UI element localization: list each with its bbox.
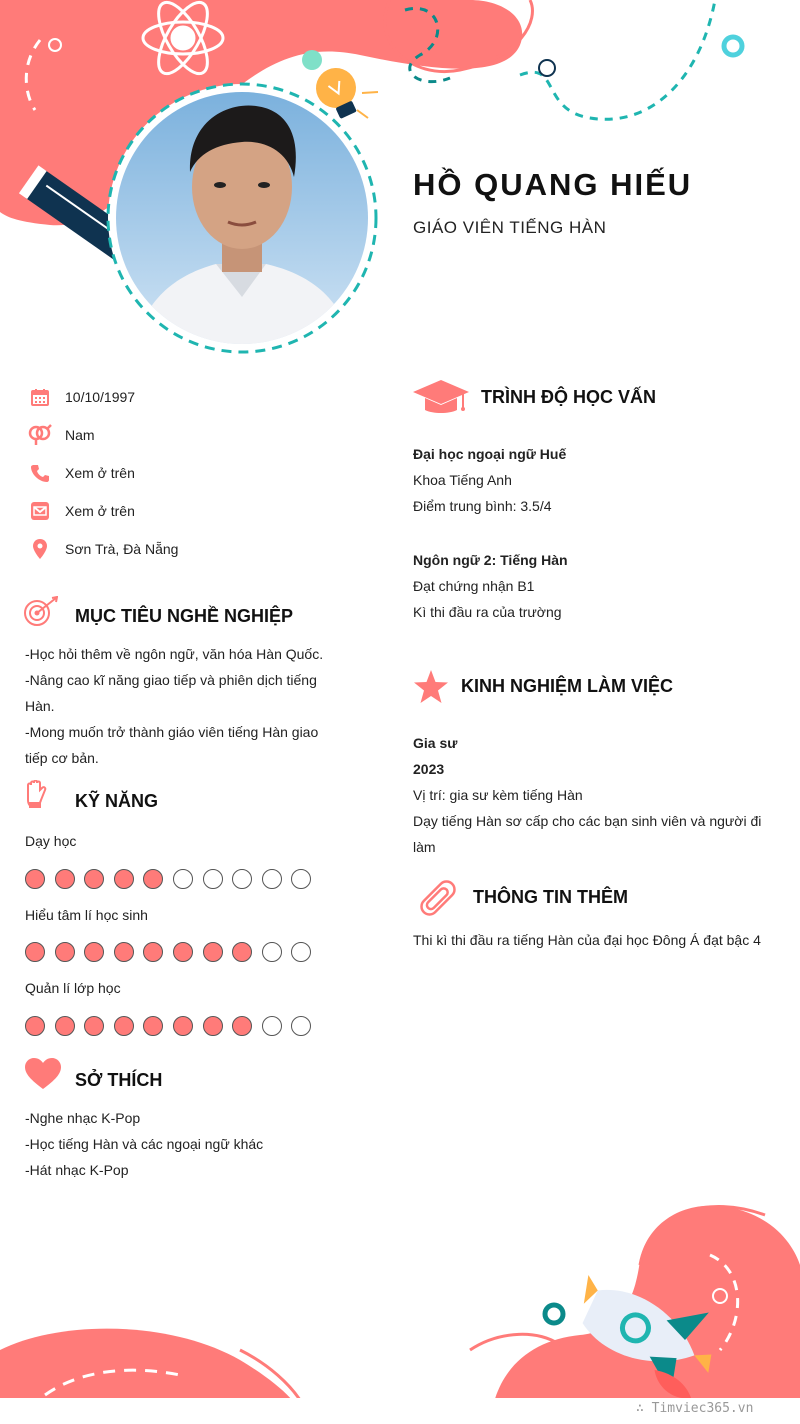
heart-icon [25, 1058, 61, 1095]
rating-dot-empty [173, 869, 193, 889]
hobbies-title: SỞ THÍCH [75, 1070, 163, 1090]
school-name: Đại học ngoại ngữ Huế [413, 446, 567, 462]
phone-text: Xem ở trên [65, 465, 135, 481]
rating-dot-empty [262, 869, 282, 889]
watermark: ∴ Timviec365.vn [636, 1401, 754, 1416]
email-text: Xem ở trên [65, 503, 135, 519]
rating-dot-filled [203, 1016, 223, 1036]
hobby-line: -Nghe nhạc K-Pop [25, 1110, 141, 1126]
rating-dot-filled [143, 1016, 163, 1036]
skills-title: KỸ NĂNG [75, 791, 159, 811]
objective-line: -Nâng cao kĩ năng giao tiếp và phiên dịch tiếng [25, 672, 317, 688]
education-entry [413, 547, 568, 625]
rating-dot-filled [232, 1016, 252, 1036]
star-icon [413, 670, 449, 709]
email-icon [28, 499, 52, 523]
rating-dot-filled [55, 869, 75, 889]
contact-phone [28, 461, 135, 485]
education-line: Kì thi đầu ra của trường [413, 604, 562, 620]
objective-line: -Học hỏi thêm về ngôn ngữ, văn hóa Hàn Quốc. [25, 646, 324, 662]
rating-dot-filled [143, 942, 163, 962]
experience-entry [413, 730, 761, 860]
rating-dot-empty [232, 869, 252, 889]
objective-line: Hàn. [25, 698, 55, 714]
rating-dot-filled [114, 869, 134, 889]
rating-dot-filled [25, 1016, 45, 1036]
address-text: Sơn Trà, Đà Nẵng [65, 541, 179, 557]
rating-dot-filled [114, 1016, 134, 1036]
rating-dot-empty [203, 869, 223, 889]
objective-line: -Mong muốn trở thành giáo viên tiếng Hàn giao [25, 724, 319, 740]
hobby-line: -Hát nhạc K-Pop [25, 1162, 129, 1178]
experience-year: 2023 [413, 761, 445, 777]
hobbies-text [25, 1105, 263, 1183]
rating-dot-filled [84, 869, 104, 889]
hobby-line: -Học tiếng Hàn và các ngoại ngữ khác [25, 1136, 264, 1152]
skill-label: Quản lí lớp học [25, 980, 121, 996]
rating-dot-empty [291, 869, 311, 889]
candidate-role: GIÁO VIÊN TIẾNG HÀN [413, 218, 607, 237]
rating-dot-empty [262, 942, 282, 962]
skill-label: Dạy học [25, 833, 77, 849]
rating-dot-filled [84, 1016, 104, 1036]
rating-dot-filled [203, 942, 223, 962]
skill-rating [25, 1016, 321, 1036]
rating-dot-filled [84, 942, 104, 962]
company-name: Gia sư [413, 735, 458, 751]
education-line: Điểm trung bình: 3.5/4 [413, 498, 552, 514]
rating-dot-filled [143, 869, 163, 889]
location-icon [28, 537, 52, 561]
contact-birthday [28, 385, 136, 409]
experience-line: làm [413, 839, 436, 855]
gender-text: Nam [65, 427, 95, 443]
rating-dot-filled [114, 942, 134, 962]
education-entry [413, 441, 566, 519]
extra-title: THÔNG TIN THÊM [473, 887, 628, 907]
candidate-name: HỒ QUANG HIẾU [413, 167, 693, 202]
extra-text: Thi kì thi đầu ra tiếng Hàn của đại học Đông Á đạt bậc 4 [413, 932, 761, 948]
gender-icon [28, 423, 52, 447]
skill-rating [25, 869, 321, 889]
rating-dot-filled [55, 942, 75, 962]
education-line: Khoa Tiếng Anh [413, 472, 512, 488]
skill-label: Hiểu tâm lí học sinh [25, 907, 148, 923]
skill-rating [25, 942, 321, 962]
rating-dot-filled [25, 869, 45, 889]
rating-dot-filled [173, 942, 193, 962]
school-name: Ngôn ngữ 2: Tiếng Hàn [413, 552, 568, 568]
target-icon [24, 596, 58, 633]
rating-dot-filled [173, 1016, 193, 1036]
phone-icon [28, 461, 52, 485]
calendar-icon [28, 385, 52, 409]
objective-line: tiếp cơ bản. [25, 750, 99, 766]
rating-dot-filled [232, 942, 252, 962]
experience-title: KINH NGHIỆM LÀM VIỆC [461, 676, 674, 696]
objective-title: MỤC TIÊU NGHỀ NGHIỆP [75, 606, 294, 626]
rating-dot-empty [291, 942, 311, 962]
contact-address [28, 537, 179, 561]
rating-dot-empty [291, 1016, 311, 1036]
objective-text [25, 641, 323, 771]
paperclip-icon [416, 876, 460, 925]
experience-line: Vị trí: gia sư kèm tiếng Hàn [413, 787, 583, 803]
graduation-cap-icon [413, 380, 469, 419]
experience-line: Dạy tiếng Hàn sơ cấp cho các bạn sinh viên và người đi [413, 813, 762, 829]
profile-photo [116, 92, 368, 344]
contact-gender [28, 423, 95, 447]
rating-dot-filled [55, 1016, 75, 1036]
education-line: Đạt chứng nhận B1 [413, 578, 535, 594]
education-title: TRÌNH ĐỘ HỌC VẤN [481, 387, 656, 407]
rating-dot-empty [262, 1016, 282, 1036]
hand-icon [25, 780, 47, 815]
rating-dot-filled [25, 942, 45, 962]
birthday-text: 10/10/1997 [65, 389, 136, 405]
contact-email [28, 499, 135, 523]
